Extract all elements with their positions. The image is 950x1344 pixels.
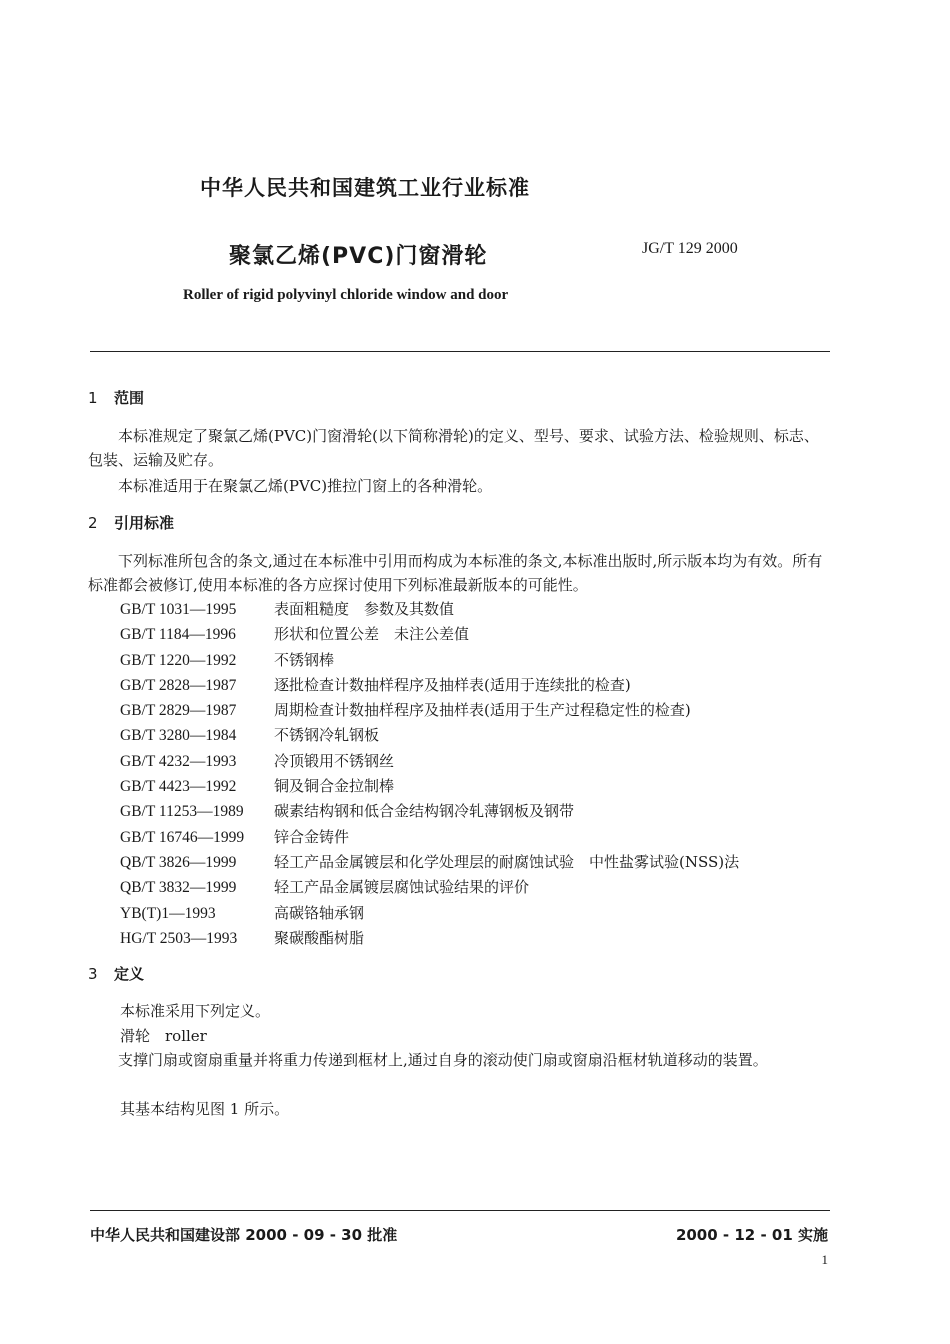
definition-term: 滑轮 roller (120, 1027, 207, 1045)
references-intro-text: 下列标准所包含的条文,通过在本标准中引用而构成为本标准的条文,本标准出版时,所示版本均为有效。所有标准都会被修订,使用本标准的各方应探讨使用下列标准最新版本的可能性。 (88, 552, 823, 594)
header-divider (90, 351, 830, 352)
english-title: Roller of rigid polyvinyl chloride window and door (183, 287, 509, 303)
reference-name: 不锈钢棒 (274, 650, 335, 669)
reference-item (120, 622, 739, 647)
section-number: 2 (88, 514, 98, 532)
figure-reference: 其基本结构见图 1 所示。 (120, 1100, 290, 1118)
reference-code: QB/T 3832—1999 (120, 879, 237, 897)
reference-code: GB/T 4232—1993 (120, 752, 237, 770)
reference-item (120, 825, 739, 850)
reference-code: GB/T 16746—1999 (120, 828, 245, 846)
reference-item (120, 850, 739, 875)
reference-code: GB/T 2828—1987 (120, 676, 237, 694)
reference-name: 锌合金铸件 (274, 827, 350, 846)
reference-item (120, 648, 739, 673)
section-heading-scope (88, 387, 144, 408)
reference-code: GB/T 2829—1987 (120, 702, 237, 720)
reference-item (120, 799, 739, 824)
reference-name: 聚碳酸酯树脂 (274, 928, 365, 947)
scope-paragraph-2 (88, 474, 830, 498)
standard-number: JG/T 129 2000 (642, 240, 738, 257)
reference-name: 逐批检查计数抽样程序及抽样表(适用于连续批的检查) (274, 675, 631, 694)
reference-name: 轻工产品金属镀层腐蚀试验结果的评价 (274, 878, 530, 897)
reference-name: 轻工产品金属镀层和化学处理层的耐腐蚀试验 中性盐雾试验(NSS)法 (274, 852, 740, 871)
reference-code: QB/T 3826—1999 (120, 853, 237, 871)
section-title: 引用标准 (114, 514, 175, 532)
section-number: 3 (88, 965, 98, 983)
reference-name: 碳素结构钢和低合金结构钢冷轧薄钢板及钢带 (274, 802, 575, 821)
approval-info: 中华人民共和国建设部 2000 - 09 - 30 批准 (90, 1226, 398, 1244)
reference-code: GB/T 1184—1996 (120, 626, 236, 644)
reference-item (120, 875, 739, 900)
section-title: 定义 (114, 965, 145, 983)
reference-code: GB/T 4423—1992 (120, 778, 237, 796)
reference-name: 表面粗糙度 参数及其数值 (274, 600, 455, 618)
reference-name: 不锈钢冷轧钢板 (274, 726, 380, 745)
document-title: 聚氯乙烯(PVC)门窗滑轮 (229, 244, 488, 269)
reference-code: GB/T 1220—1992 (120, 651, 237, 669)
reference-item (120, 901, 739, 926)
issuing-organization: 中华人民共和国建筑工业行业标准 (200, 176, 530, 200)
definition-text: 支撑门扇或窗扇重量并将重力传递到框材上,通过自身的滚动使门扇或窗扇沿框材轨道移动的装置。 (118, 1051, 768, 1069)
reference-item (120, 774, 739, 799)
footer-divider (90, 1210, 830, 1211)
scope-text-1: 本标准规定了聚氯乙烯(PVC)门窗滑轮(以下简称滑轮)的定义、型号、要求、试验方法、检验规则、标志、包装、运输及贮存。 (88, 427, 819, 469)
definition-paragraph (88, 1048, 830, 1072)
reference-name: 形状和位置公差 未注公差值 (274, 625, 470, 644)
reference-code: YB(T)1—1993 (120, 904, 216, 922)
reference-code: GB/T 11253—1989 (120, 803, 244, 821)
section-heading-definition (88, 963, 144, 984)
reference-item (120, 926, 739, 951)
reference-item (120, 673, 739, 698)
reference-code: GB/T 1031—1995 (120, 601, 237, 618)
section-number: 1 (88, 389, 98, 407)
reference-code: HG/T 2503—1993 (120, 929, 238, 947)
definition-intro: 本标准采用下列定义。 (120, 1002, 271, 1020)
section-heading-references (88, 512, 174, 533)
reference-list (120, 597, 739, 951)
implementation-date: 2000 - 12 - 01 实施 (675, 1226, 828, 1244)
scope-text-2: 本标准适用于在聚氯乙烯(PVC)推拉门窗上的各种滑轮。 (118, 477, 493, 495)
reference-item (120, 698, 739, 723)
reference-item (120, 749, 739, 774)
reference-item (120, 723, 739, 748)
page-number: 1 (821, 1252, 828, 1267)
reference-code: GB/T 3280—1984 (120, 727, 237, 745)
reference-name: 冷顶锻用不锈钢丝 (274, 751, 395, 770)
scope-paragraph-1 (88, 424, 830, 472)
reference-name: 高碳铬轴承钢 (274, 903, 365, 922)
reference-name: 周期检查计数抽样程序及抽样表(适用于生产过程稳定性的检查) (274, 701, 691, 720)
reference-name: 铜及铜合金拉制棒 (274, 777, 395, 796)
reference-item (120, 597, 739, 622)
section-title: 范围 (114, 389, 145, 407)
references-intro (88, 549, 830, 597)
